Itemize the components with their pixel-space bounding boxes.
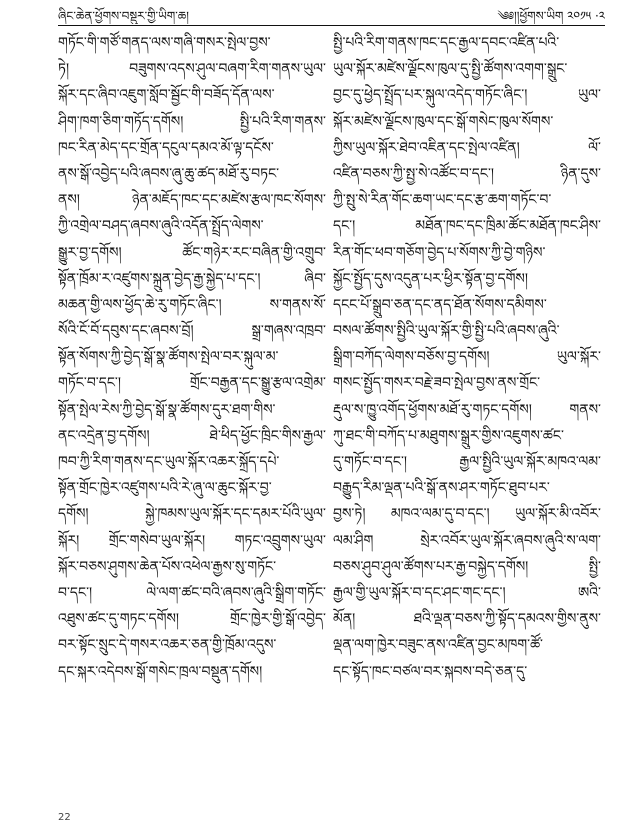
text-line: སྟོན་གྲོང་ཁྱེར་འཛུགས་པའི་རེ་ཞུ་ལ་ཆུང་སྐོར་བྱ་: [58, 480, 272, 497]
text-line: ཀུ་ཐང་གི་བཀོད་པ་མཐུགས་སྒྲུར་གྱིས་འཇུགས་ཚང་: [333, 427, 564, 444]
text-line: དང་སྟོད་ཁང་བཙལ་བར་སྐབས་བདེ་ཅན་དུ་: [333, 663, 528, 680]
text-line: འཐུས་ཚང་དུ་གཏང་དགོས། གྲོང་ཁྱེར་གྱི་སྒོ་འབྱེད་: [58, 611, 326, 628]
text-line: རིན་གོང་ཕབ་གཅོག་བྱེད་པ་སོགས་ཀྱི་བྱེ་གཉིས་: [333, 244, 546, 261]
running-header: [58, 2, 605, 24]
text-line: ཀྱིས་ཡུལ་སྐོར་ཐེབ་འཇིན་དང་སྤེལ་འཛིན། ལོ་: [333, 139, 601, 156]
text-line: བར་སྟོང་སྲུང་དེ་གསར་འཆར་ཅན་གྱི་ཁྲོམ་འདུས་: [58, 637, 277, 654]
text-line: དང་། མཐོན་ཁང་དང་ཁྲིམ་ཚོང་མཐོན་ཁང་ཤིས་: [333, 218, 601, 235]
text-line: དགོས། སྐྱེ་ཁམས་ཡུལ་སྐོར་དང་དམར་པོའི་ཡུལ་: [58, 506, 326, 523]
text-line: སྐོར་མཛེས་ལྗོངས་ཁུལ་དང་སྒོ་གསེང་ཁུལ་སོགས་: [333, 113, 554, 130]
text-line: དངང་པོ་སྒྲུབ་ཅན་དང་ནད་ཐོན་སོགས་དམིགས་: [333, 296, 547, 313]
text-line: གསང་སྤྱོད་གསར་བརྗེ་ཟབ་སྤེལ་བྱས་ནས་གྲོང་: [333, 375, 541, 392]
text-line: སྐྱོང་སྤྱོད་དུས་འདུན་པར་ཕྱིར་སྟོན་བྱ་དགོས།: [333, 270, 528, 287]
text-line: དུ་གཏོང་བ་དང་། རྒྱལ་སྤྱིའི་ཡུལ་སྐོར་མཁའ་ལམ་: [333, 454, 601, 470]
text-line: ཀྱི་འགྲེལ་བཤད་ཞབས་ཞུའི་འདོན་སྤྲོད་ལེགས་: [58, 218, 264, 235]
text-line: ཁབ་ཀྱི་རིག་གནས་དང་ཡུལ་སྐོར་འཆར་སྐྲོད་དཔེ་: [58, 454, 280, 470]
text-line: ལམ་ཤིག སྲེར་འབོར་ཡུལ་སྐོར་ཞབས་ཞུའི་ས་ལག་: [333, 532, 601, 549]
header-divider: [58, 25, 605, 26]
text-line: བཅས་ཤུབ་ཤུལ་ཚོགས་པར་རྒྱ་བསྐྱེད་དགོས། སྤྱི་: [333, 558, 601, 575]
text-line: མཆན་གྱི་ལས་ཕྱོད་ཆེ་རུ་གཏོང་ཞིང་། ས་གནས་སོ་: [58, 296, 326, 313]
text-line: དང་སྐར་འདེབས་སྒོ་གསེང་ཁྲལ་བསྡུན་དགོས།: [58, 663, 263, 680]
text-line: ཤིག་ཁག་ཅིག་གཏོད་དགོས། སྤྱི་པའི་རིག་གནས་: [58, 113, 326, 130]
text-line: ལྡན་ལག་ཁྱེར་བཟུང་ནས་འཛིན་བྱང་མཁག་ཚོ་: [333, 637, 543, 654]
text-line: བྱས་ཏེ། མཁའ་ལམ་དུ་བ་དང་། ཡུལ་སྐོར་མི་འབོར་: [333, 506, 601, 523]
text-column-right: [333, 30, 601, 685]
text-line: སོའི་ངོ་བོ་དབུས་དང་ཞབས་བྲོ། སྒྲ་གཞས་འཁྲབ་: [58, 323, 326, 340]
text-line: སྒྱུར་བྱ་དགོས། ཚོང་གཉེར་རང་བཞིན་གྱི་འགྲུབ་: [58, 244, 326, 261]
text-line: སྤྱི་པའི་རིག་གནས་ཁང་དང་རྒྱལ་དབང་འཛིན་པའི་: [333, 35, 560, 51]
text-line: བྱང་དུ་ཕྱེད་སྤྲོད་པར་སྐུལ་འདེད་གཏོང་ཞིང་། ཡུལ་: [333, 87, 601, 104]
text-line: གཏོང་བ་དང་། གྲོང་བརྒྱན་དང་སྒྱུ་རྩལ་འགྲེམ་: [58, 375, 326, 392]
text-line: ནང་འདྲེན་བྱ་དགོས། ཐེ་ཕིད་ཕྱོང་ཁྲིང་གིས་རྒྱལ་: [58, 427, 326, 444]
text-line: བསལ་ཚོགས་སྤྱིའི་ཡུལ་སྐོར་གྱི་སྤྱི་པའི་ཞབས་ཞུའི་: [333, 323, 560, 340]
text-line: སྐོར་བཅས་ཤུགས་ཆེན་པོས་འཕེལ་རྒྱས་སུ་གཏོང་: [58, 558, 277, 575]
text-line: སྐོར་དང་ཞིབ་འཇུག་སློབ་སྦྱོང་གི་བཟོད་དོན་ལས་: [58, 87, 275, 104]
text-line: སྐོར། གྲོང་གསེབ་ཡུལ་སྐོར། གཏང་འབྲུགས་ཡུལ་: [58, 532, 326, 549]
header-title-right: ༄༅།།ཕྱོགས་ཡིག ༢༠༡༥ ·༢: [497, 9, 605, 23]
text-line: ཡུལ་སྐོར་མཛེས་ལྗོངས་ཁུལ་དུ་སྤྱི་ཚོགས་འགག་སྒྲུང་: [333, 61, 568, 78]
text-line: ནས་སྒོ་འབྱེད་པའི་ཞབས་ཞུ་ཆུ་ཚད་མཐོ་རུ་བཏང་: [58, 165, 280, 182]
text-line: ཁང་རིན་མེད་དང་གྲོན་དངུལ་དམའ་མོ་ལྟ་དངོས་: [58, 139, 274, 156]
text-line: ཀྱི་སྤུ་སེ་རིན་གོང་ཆག་ཡང་དང་རྩ་ཆག་གཏོང་བ་: [333, 192, 552, 209]
text-column-left: [58, 30, 326, 685]
text-line: ཏེ། བཟུགས་འདས་ཤུལ་བཞག་རིག་གནས་ཡུལ་: [58, 61, 326, 78]
text-line: ནས། ཉེན་མཇོད་ཁང་དང་མཛེས་རྩལ་ཁང་སོགས་: [58, 192, 326, 209]
text-line: སྟོན་སོགས་ཀྱི་བྱེད་སྒོ་སྣ་ཚོགས་སྤེལ་བར་སྐུལ་མ་: [58, 349, 279, 366]
text-line: སྟོན་ཁྲོམ་ར་འཛུགས་སྐྲུན་བྱེད་རྒྱ་སྐྱེད་པ་དང་། ཞིབ་: [58, 270, 326, 287]
text-line: རྡུལ་ས་ཁྱུ་འགོད་ཕྱོགས་མཐོ་རུ་གཏང་དགོས། གནས་: [333, 401, 601, 418]
text-line: འཛིན་བཅས་ཀྱི་སྤྱ་སེ་འཚོང་བ་དང་། ཉིན་དུས་: [333, 165, 601, 182]
text-line: སྒྲིག་བཀོད་ལེགས་བཅོས་བྱ་དགོས། ཡུལ་སྐོར་: [333, 349, 601, 366]
text-line: གཏོང་གི་གཙོ་གནད་ལས་གཞི་གསར་སྤེལ་བྱས་: [58, 35, 271, 51]
text-line: མོན། ཐའི་ལྡན་བཅས་ཀྱི་སྟོད་དམའས་གྱིས་ནུས་: [333, 611, 601, 628]
text-line: རྒྱལ་གྱི་ཡུལ་སྐོར་བ་དང་ཤང་གང་དང་། ཨའི་: [333, 584, 601, 601]
page-number: 22: [58, 812, 71, 823]
text-line: བརྒྱུད་རིམ་ལྡན་པའི་སྒོ་ནས་ཤར་གཏོང་ཐུབ་པར་: [333, 480, 550, 497]
text-line: སྟོན་སྤེལ་རེས་ཀྱི་བྱེད་སྒོ་སྣ་ཚོགས་དུར་ཐག་གིས་: [58, 401, 276, 418]
text-line: བ་དང་། ལེ་ལག་ཚང་བའི་ཞབས་ཞུའི་སྒྲིག་གཏོང་: [58, 584, 326, 601]
header-title-left: ཞིང་ཆེན་ཕྱོགས་བསྡུར་གྱི་ཡིག་ཆ།: [58, 9, 189, 23]
